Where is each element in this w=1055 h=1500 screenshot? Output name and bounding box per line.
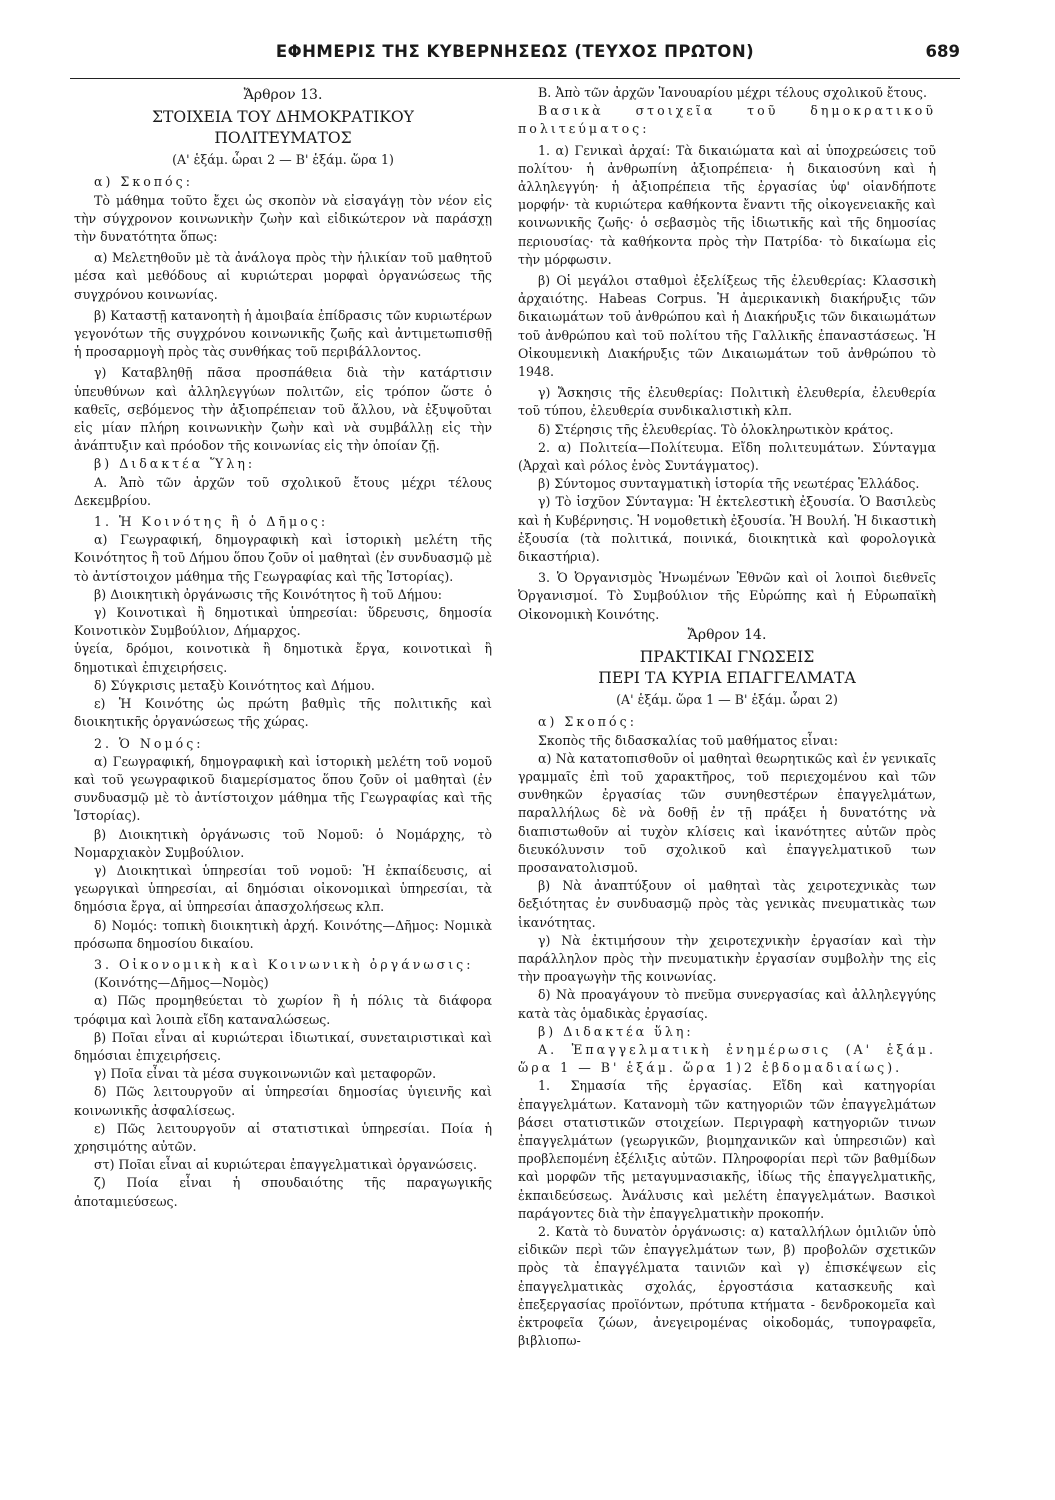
paragraph: 2. Κατὰ τὸ δυνατὸν ὀργάνωσις: α) καταλλήλων ὁμιλιῶν ὑπὸ εἰδικῶν περὶ τῶν ἐπαγγελμάτων των, β) προβολῶν σχετικῶν πρὸς τὰ ἐπαγγέλματα ταινιῶν καὶ γ) ἐπισκέψεων εἰς ἐπαγγελματικὰς σχολάς, ἐργοστάσια κατασκευῆς καὶ ἐπεξεργασίας προϊόντων, πρότυπα κτήματα - δενδροκομεῖα καὶ ἐκτροφεῖα ζώων, ἀνεγειρομένας οἰκοδομάς, τυπογραφεῖα, βιβλιοπω- xyxy=(518,1223,936,1349)
right-column xyxy=(518,84,936,1350)
paragraph: Α. Ἀπὸ τῶν ἀρχῶν τοῦ σχολικοῦ ἔτους μέχρι τέλους Δεκεμβρίου. xyxy=(74,474,492,508)
paragraph: β) Οἱ μεγάλοι σταθμοὶ ἐξελίξεως τῆς ἐλευθερίας: Κλασσικὴ ἀρχαιότης. Habeas Corpus. Ἡ ἀμερικανικὴ διακήρυξις τῶν δικαιωμάτων τοῦ ἀνθρώπου καὶ ἡ Διακήρυξις τῶν δικαιωμάτων τοῦ ἀνθρώπου καὶ τοῦ πολίτου τῆς Γαλλικῆς ἐπαναστάσεως. Ἡ Οἰκουμενικὴ Διακήρυξις τῶν Δικαιωμάτων τοῦ ἀνθρώπου τὸ 1948. xyxy=(518,273,936,380)
section-subtitle: (Α' ἑξάμ. ὧραι 2 — Β' ἑξάμ. ὥρα 1) xyxy=(172,152,394,168)
paragraph: στ) Ποῖαι εἶναι αἱ κυριώτεραι ἐπαγγελματικαὶ ὀργανώσεις. xyxy=(94,1157,477,1173)
paragraph: ε) Ἡ Κοινότης ὡς πρώτη βαθμὶς τῆς πολιτικῆς καὶ διοικητικῆς ὀργανώσεως τῆς χώρας. xyxy=(74,696,492,730)
paragraph: δ) Στέρησις τῆς ἐλευθερίας. Τὸ ὁλοκληρωτικὸν κράτος. xyxy=(538,421,894,437)
paragraph: ε) Πῶς λειτουργοῦν αἱ στατιστικαὶ ὑπηρεσίαι. Ποία ἡ χρησιμότης αὐτῶν. xyxy=(74,1120,492,1154)
paragraph: α) Νὰ κατατοπισθοῦν οἱ μαθηταὶ θεωρητικῶς καὶ ἐν γενικαῖς γραμμαῖς ἐπὶ τοῦ χαρακτῆρος, τοῦ περιεχομένου καὶ τῶν συνθηκῶν ἐργασίας τῶν συνηθεστέρων ἐπαγγελμάτων, παραλλήλως δὲ νὰ δοθῇ ἐν τῇ πράξει ἡ δυνατότης νὰ διαπιστωθοῦν αἱ τυχὸν κλίσεις καὶ ἱκανότητες αὐτῶν πρὸς διευκόλυνσιν τοῦ σχολικοῦ καὶ ἐπαγγελματικοῦ των προσανατολισμοῦ. xyxy=(518,750,936,875)
paragraph: γ) Καταβληθῇ πᾶσα προσπάθεια διὰ τὴν κατάρτισιν ὑπευθύνων καὶ ἀλληλεγγύων πολιτῶν, εἰς τρόπον ὥστε ὁ καθεῖς, σεβόμενος τὴν ἀξιοπρέπειαν τοῦ ἄλλου, νὰ ἐξυψοῦται εἰς μίαν πλήρη κοινωνικὴν ζωὴν καὶ νὰ συμβάλλῃ εἰς τὴν ἀνάπτυξιν καὶ πρόοδον τῆς κοινωνίας εἰς τὴν ὁποίαν ζῇ. xyxy=(74,365,492,454)
page-header xyxy=(70,42,960,70)
paragraph: Α. Ἐπαγγελματικὴ ἐνημέρωσις (Α' ἑξάμ. ὥρα 1 — Β' ἑξάμ. ὥρα 1)2 ἑβδομαδιαίως). xyxy=(518,1041,936,1076)
article-heading: Ἄρθρον 14. xyxy=(687,626,767,643)
section-title: ΠΕΡΙ ΤΑ ΚΥΡΙΑ ΕΠΑΓΓΕΛΜΑΤΑ xyxy=(598,669,856,688)
section-subtitle: (Α' ἑξάμ. ὥρα 1 — Β' ἑξάμ. ὧραι 2) xyxy=(616,692,838,708)
left-column xyxy=(74,84,492,1211)
paragraph: Β. Ἀπὸ τῶν ἀρχῶν Ἰανουαρίου μέχρι τέλους σχολικοῦ ἔτους. xyxy=(538,85,927,100)
paragraph: γ) Διοικητικαὶ ὑπηρεσίαι τοῦ νομοῦ: Ἡ ἐκπαίδευσις, αἱ γεωργικαὶ ὑπηρεσίαι, αἱ δημόσιαι οἰκονομικαὶ ὑπηρεσίαι, τὰ δημόσια ἔργα, αἱ ὑπηρεσίαι ἀπασχολήσεως κλπ. xyxy=(74,862,492,915)
paragraph: α) Μελετηθοῦν μὲ τὰ ἀνάλογα πρὸς τὴν ἡλικίαν τοῦ μαθητοῦ μέσα καὶ μεθόδους αἱ κυριώτεραι μορφαὶ ὀργανώσεως τῆς συγχρόνου κοινωνίας. xyxy=(74,250,492,302)
subheading: β) Διδακτέα Ὕλη: xyxy=(94,456,256,472)
paragraph: γ) Νὰ ἐκτιμήσουν τὴν χειροτεχνικὴν ἐργασίαν καὶ τὴν παράλληλον πρὸς τὴν πνευματικὴν ἐργασίαν συμβολὴν της εἰς τὴν προαγωγὴν τῆς κοινωνίας. xyxy=(518,932,936,985)
paragraph: 3. Ὁ Ὀργανισμὸς Ἡνωμένων Ἐθνῶν καὶ οἱ λοιποὶ διεθνεῖς Ὀργανισμοί. Τὸ Συμβούλιον τῆς Εὐρώπης καὶ ἡ Εὐρωπαϊκὴ Οἰκονομικὴ Κοινότης. xyxy=(518,570,936,622)
page-number: 689 xyxy=(925,42,960,61)
paragraph: (Κοινότης—Δῆμος—Νομὸς) xyxy=(94,975,269,991)
paragraph: γ) Κοινοτικαὶ ἢ δημοτικαὶ ὑπηρεσίαι: ὕδρευσις, δημοσία Κοινοτικὸν Συμβούλιον, Δήμαρχος. xyxy=(74,605,492,639)
paragraph: β) Καταστῇ κατανοητὴ ἡ ἀμοιβαία ἐπίδρασις τῶν κυριωτέρων γεγονότων τῆς συγχρόνου κοινωνικῆς ζωῆς καὶ ἀντιμετωπισθῇ ἡ προσαρμογὴ πρὸς τὰς συνθήκας τοῦ περιβάλλοντος. xyxy=(74,307,492,360)
subheading: 2. Ὁ Νομός: xyxy=(94,735,204,751)
subheading: α) Σκοπός: xyxy=(538,714,637,730)
paragraph: 2. α) Πολιτεία—Πολίτευμα. Εἴδη πολιτευμάτων. Σύνταγμα (Ἀρχαὶ καὶ ρόλος ἑνὸς Συντάγματος). xyxy=(518,439,936,474)
paragraph: ὑγεία, δρόμοι, κοινοτικὰ ἢ δημοτικὰ ἔργα, κοινοτικαὶ ἢ δημοτικαὶ ἐπιχειρήσεις. xyxy=(74,641,492,675)
paragraph: β) Διοικητικὴ ὀργάνωσις τῆς Κοινότητος ἢ τοῦ Δήμου: xyxy=(94,586,442,602)
subheading: 1. Ἡ Κοινότης ἢ ὁ Δῆμος: xyxy=(94,514,329,530)
section-title: ΣΤΟΙΧΕΙΑ ΤΟΥ ΔΗΜΟΚΡΑΤΙΚΟΥ xyxy=(152,108,414,127)
paragraph: β) Σύντομος συνταγματικὴ ἱστορία τῆς νεωτέρας Ἑλλάδος. xyxy=(538,476,920,492)
paragraph: β) Διοικητικὴ ὀργάνωσις τοῦ Νομοῦ: ὁ Νομάρχης, τὸ Νομαρχιακὸν Συμβούλιον. xyxy=(74,826,492,860)
article-heading: Ἄρθρον 13. xyxy=(243,87,323,103)
paragraph: Σκοπὸς τῆς διδασκαλίας τοῦ μαθήματος εἶναι: xyxy=(538,732,839,748)
paragraph: γ) Τὸ ἰσχῦον Σύνταγμα: Ἡ ἐκτελεστικὴ ἐξουσία. Ὁ Βασιλεὺς καὶ ἡ Κυβέρνησις. Ἡ νομοθετικὴ ἐξουσία. Ἡ Βουλή. Ἡ δικαστικὴ ἐξουσία (τὰ πολιτικά, ποινικά, διοικητικὰ καὶ φορολογικὰ δικαστήρια). xyxy=(518,494,936,565)
paragraph: γ) Ποῖα εἶναι τὰ μέσα συγκοινωνιῶν καὶ μεταφορῶν. xyxy=(94,1066,437,1082)
subheading: 3. Οἰκονομικὴ καὶ Κοινωνικὴ ὀργάνωσις: xyxy=(94,956,474,972)
paragraph: δ) Σύγκρισις μεταξὺ Κοινότητος καὶ Δήμου. xyxy=(94,677,375,693)
subheading: β) Διδακτέα ὕλη: xyxy=(538,1023,694,1039)
paragraph: α) Γεωγραφική, δημογραφικὴ καὶ ἱστορικὴ μελέτη τοῦ νομοῦ καὶ τοῦ γεωγραφικοῦ διαμερίσματος ὅπου ζοῦν οἱ μαθηταὶ (ἐν συνδυασμῷ μὲ τὸ ἀντίστοιχον μάθημα τῆς Γεωγραφίας καὶ τῆς Ἱστορίας). xyxy=(74,753,492,824)
subheading: α) Σκοπός: xyxy=(94,174,193,190)
paragraph: γ) Ἄσκησις τῆς ἐλευθερίας: Πολιτικὴ ἐλευθερία, ἐλευθερία τοῦ τύπου, ἐλευθερία συνδικαλιστικὴ κλπ. xyxy=(518,385,936,419)
paragraph: β) Ποῖαι εἶναι αἱ κυριώτεραι ἰδιωτικαί, συνεταιριστικαὶ καὶ δημόσιαι ἐπιχειρήσεις. xyxy=(74,1029,492,1063)
header-rule xyxy=(70,78,960,79)
paragraph: α) Γεωγραφική, δημογραφικὴ καὶ ἱστορικὴ μελέτη τῆς Κοινότητος ἢ τοῦ Δήμου ὅπου ζοῦν οἱ μαθηταὶ (ἐν συνδυασμῷ μὲ τὸ ἀντίστοιχον μάθημα τῆς Γεωγραφίας καὶ τῆς Ἱστορίας). xyxy=(74,532,492,584)
paragraph: α) Πῶς προμηθεύεται τὸ χωρίον ἢ ἡ πόλις τὰ διάφορα τρόφιμα καὶ λοιπὰ εἴδη καταναλώσεως. xyxy=(74,993,492,1027)
section-title: ΠΟΛΙΤΕΥΜΑΤΟΣ xyxy=(214,129,352,148)
paragraph: β) Νὰ ἀναπτύξουν οἱ μαθηταὶ τὰς χειροτεχνικὰς των δεξιότητας ἐν συνδυασμῷ πρὸς τὰς γενικὰς πνευματικὰς των ἱκανότητας. xyxy=(518,878,936,930)
paragraph: 1. α) Γενικαὶ ἀρχαί: Τὰ δικαιώματα καὶ αἱ ὑποχρεώσεις τοῦ πολίτου· ἡ ἀνθρωπίνη ἀξιοπρέπεια· ἡ δικαιοσύνη καὶ ἡ ἀλληλεγγύη· ἡ ἀξιοπρέπεια τῆς ἐργασίας ὑφ' οἱανδήποτε μορφήν· τὰ κυριώτερα καθήκοντα ἔναντι τῆς οἰκογενειακῆς καὶ κοινωνικῆς ζωῆς· ὁ σεβασμὸς τῆς ἰδιωτικῆς καὶ τῆς δημοσίας περιουσίας· τὰ καθήκοντα πρὸς τὴν Πατρίδα· τὸ δικαίωμα εἰς τὴν μόρφωσιν. xyxy=(518,142,936,267)
paragraph: ζ) Ποία εἶναι ἡ σπουδαιότης τῆς παραγωγικῆς ἀποταμιεύσεως. xyxy=(74,1175,492,1209)
gazette-title: ΕΦΗΜΕΡΙΣ ΤΗΣ ΚΥΒΕΡΝΗΣΕΩΣ (ΤΕΥΧΟΣ ΠΡΩΤΟΝ) xyxy=(275,42,755,61)
paragraph: Τὸ μάθημα τοῦτο ἔχει ὡς σκοπὸν νὰ εἰσαγάγῃ τὸν νέον εἰς τὴν σύγχρονον κοινωνικὴν ζωὴν καὶ εἰδικώτερον νὰ παράσχῃ τὴν δυνατότητα ὅπως: xyxy=(74,192,492,245)
paragraph: δ) Πῶς λειτουργοῦν αἱ ὑπηρεσίαι δημοσίας ὑγιεινῆς καὶ κοινωνικῆς ἀσφαλίσεως. xyxy=(74,1084,492,1118)
paragraph: 1. Σημασία τῆς ἐργασίας. Εἴδη καὶ κατηγορίαι ἐπαγγελμάτων. Κατανομὴ τῶν κατηγοριῶν τῶν ἐπαγγελμάτων βάσει στατιστικῶν στοιχείων. Περιγραφὴ κατηγοριῶν τινων ἐπαγγελμάτων (γεωργικῶν, βιομηχανικῶν καὶ ὑπηρεσιῶν) καὶ προβλεπομένη ἐξέλιξις αὐτῶν. Πληροφορίαι περὶ τῶν βαθμίδων καὶ μορφῶν τῆς μεταγυμνασιακῆς, ἰδίως τῆς ἐπαγγελματικῆς, ἐκπαιδεύσεως. Ἀνάλυσις καὶ μελέτη ἐπαγγελμάτων. Βασικοὶ παράγοντες διὰ τὴν ἐπαγγελματικὴν προκοπήν. xyxy=(518,1078,936,1221)
paragraph: δ) Νὰ προαγάγουν τὸ πνεῦμα συνεργασίας καὶ ἀλληλεγγύης κατὰ τὰς ὁμαδικὰς ἐργασίας. xyxy=(518,987,936,1021)
subheading: Βασικὰ στοιχεῖα τοῦ δημοκρατικοῦ πολιτεύματος: xyxy=(518,103,936,137)
section-title: ΠΡΑΚΤΙΚΑΙ ΓΝΩΣΕΙΣ xyxy=(639,648,815,667)
paragraph: δ) Νομός: τοπικὴ διοικητικὴ ἀρχή. Κοινότης—Δῆμος: Νομικὰ πρόσωπα δημοσίου δικαίου. xyxy=(74,917,492,951)
